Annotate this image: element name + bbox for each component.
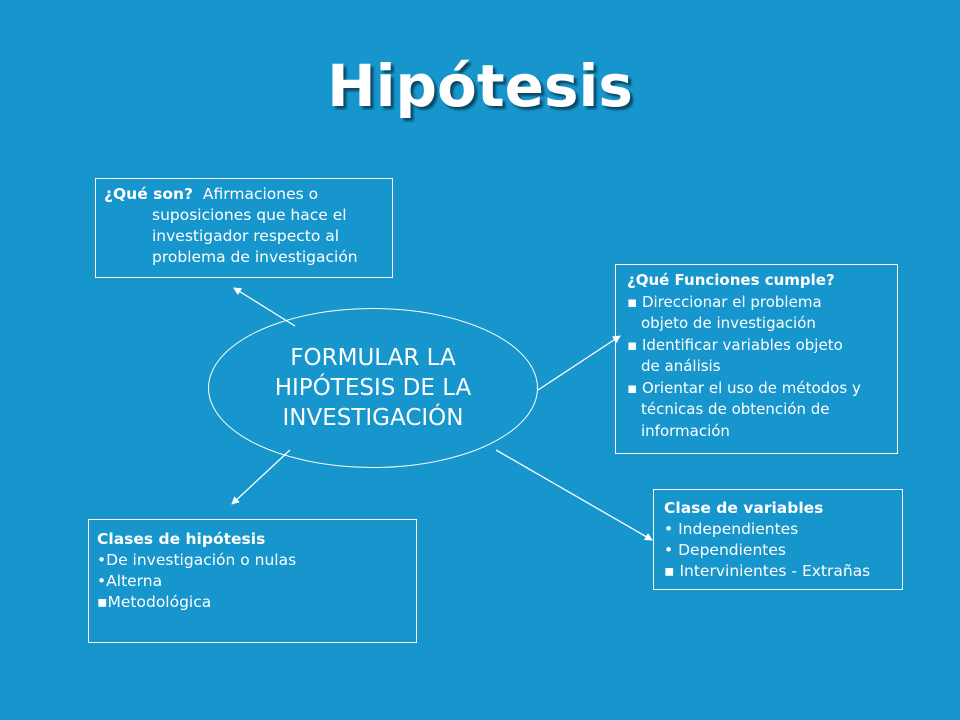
clase-variables-item: • Dependientes (664, 541, 786, 559)
clase-variables-header: Clase de variables (664, 499, 824, 517)
que-son-line-4: problema de investigación (152, 248, 358, 266)
slide-title: Hipótesis (327, 52, 633, 120)
que-son-label: ¿Qué son? (104, 185, 194, 203)
funciones-item-3: ▪ Orientar el uso de métodos y (627, 378, 861, 397)
que-son-box (95, 178, 393, 278)
bullet-icon: • (664, 520, 674, 538)
central-ellipse (208, 308, 538, 468)
bullet-icon: • (97, 551, 107, 569)
funciones-box: ¿Qué Funciones cumple? ▪ Direccionar el problema objeto de investigación ▪ Identificar variables objeto de análisis ▪ Orientar el uso de métodos y técnicas de obtención de información (615, 264, 898, 454)
square-bullet-icon: ▪ (627, 292, 638, 311)
funciones-header: ¿Qué Funciones cumple? (627, 271, 835, 289)
funciones-item-2: ▪ Identificar variables objeto (627, 335, 843, 354)
clase-variables-item: ▪ Intervinientes - Extrañas (664, 562, 871, 580)
clases-hipotesis-header: Clases de hipótesis (97, 530, 266, 548)
clases-hipotesis-box (88, 519, 417, 643)
clases-hipotesis-item: •Alterna (97, 572, 163, 590)
bullet-icon: • (664, 541, 674, 559)
center-line-3: INVESTIGACIÓN (282, 405, 464, 431)
square-bullet-icon: ▪ (97, 593, 108, 611)
square-bullet-icon: ▪ (664, 562, 675, 580)
arrow-to-funciones (538, 336, 620, 390)
square-bullet-icon: ▪ (627, 378, 638, 397)
que-son-first-line: Afirmaciones o (202, 185, 319, 203)
clases-hipotesis-item: •De investigación o nulas (97, 551, 297, 569)
center-line-2: HIPÓTESIS DE LA (274, 375, 472, 401)
bullet-icon: • (97, 572, 107, 590)
que-son-line-3: investigador respecto al (152, 227, 340, 245)
arrow-to-clases-hipotesis (232, 450, 290, 504)
arrow-to-clase-variables (496, 450, 652, 540)
clase-variables-item: • Independientes (664, 520, 799, 538)
square-bullet-icon: ▪ (627, 335, 638, 354)
que-son-line-2: suposiciones que hace el (152, 206, 347, 224)
center-line-1: FORMULAR LA (290, 345, 456, 371)
clases-hipotesis-item: ▪Metodológica (97, 593, 212, 611)
funciones-item-1: ▪ Direccionar el problema (627, 292, 822, 311)
clase-variables-box (653, 489, 903, 590)
